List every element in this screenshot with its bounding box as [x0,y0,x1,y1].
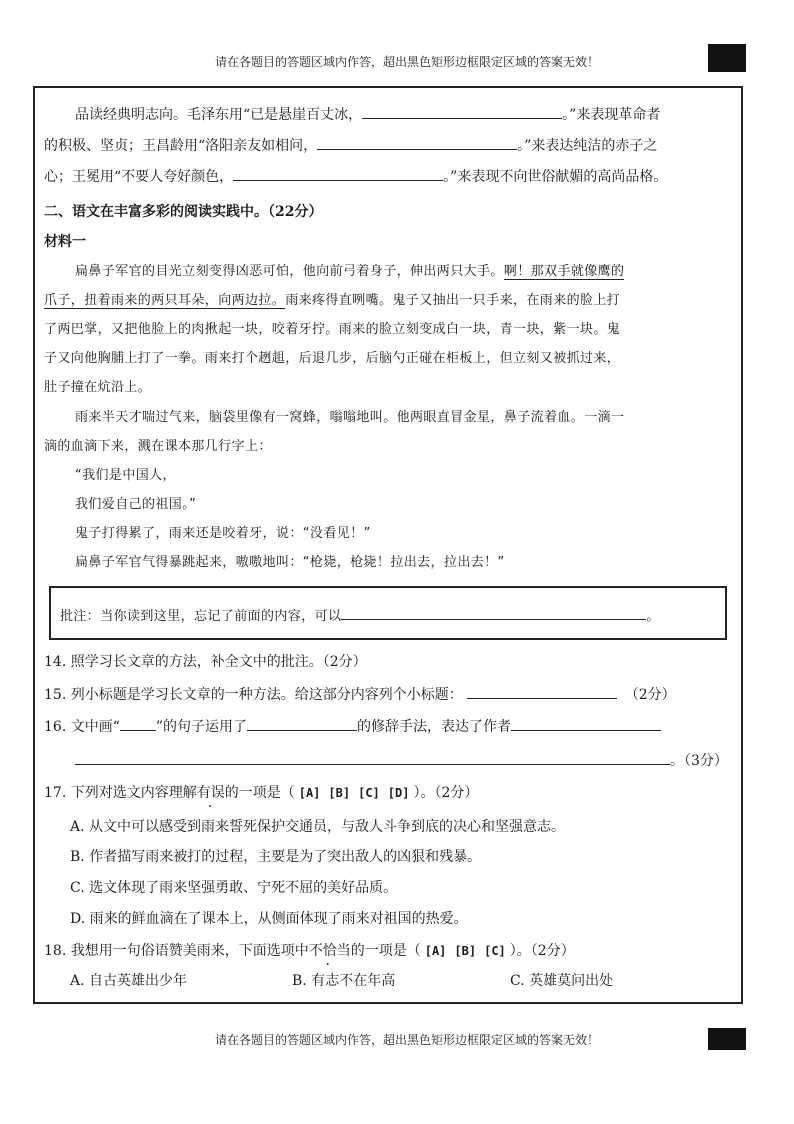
choice-B[interactable]: [B] [454,944,477,958]
choice-C[interactable]: [C] [484,944,506,958]
choice-A[interactable]: [A] [424,944,447,958]
corner-marker-top [708,44,746,72]
choice-C[interactable]: [C] [358,786,380,800]
intro-line-2: 的积极、坚贞；王昌龄用“洛阳亲友如相问， 。”来表达纯洁的赤子之 [44,135,657,156]
q18-option-b: B. 有志不在年高 [292,973,396,989]
underline-sample [120,716,156,731]
answer-blank[interactable] [467,684,617,699]
passage-line: 肚子撞在炕沿上。 [44,380,152,395]
passage-line: 雨来半天才喘过气来，脑袋里像有一窝蜂，嗡嗡地叫。他两眼直冒金星，鼻子流着血。一滴一 [75,410,625,425]
passage-line: 了两巴掌，又把他脸上的肉揪起一块，咬着牙拧。雨来的脸立刻变成白一块，青一块，紫一块。鬼 [44,322,621,337]
answer-blank[interactable] [233,166,443,181]
choice-A[interactable]: [A] [298,786,321,800]
passage-line: 扁鼻子军官气得暴跳起来，嗷嗷地叫：“枪毙，枪毙！拉出去，拉出去！” [75,555,505,570]
q17-option-d: D. 雨来的鲜血滴在了课本上，从侧面体现了雨来对祖国的热爱。 [70,911,468,927]
q18-option-a: A. 自古英雄出少年 [70,973,188,989]
choice-D[interactable]: [D] [387,786,410,800]
question-15: 15. 列小标题是学习长文章的一种方法。给这部分内容列个小标题： （2分） [44,684,676,705]
q17-option-c: C. 选文体现了雨来坚强勇敢、宁死不屈的美好品质。 [70,880,398,896]
q17-option-a: A. 从文中可以感受到雨来誓死保护交通员，与敌人斗争到底的决心和坚强意志。 [70,819,566,835]
passage-quote: “我们是中国人， [75,468,176,483]
question-16-cont: 。（3分） [75,750,728,771]
annotation-text: 批注：当你读到这里，忘记了前面的内容，可以 。 [60,605,660,627]
passage-line: 扁鼻子军官的目光立刻变得凶恶可怕，他向前弓着身子，伸出两只大手。啊！那双手就像鹰的 [75,264,625,279]
question-18: 18. 我想用一句俗语赞美雨来，下面选项中不恰当的一项是（ [A] [B] [C] ）。（2分） [44,943,575,959]
passage-line: 子又向他胸脯上打了一拳。雨来打个趔趄，后退几步，后脑勺正碰在柜板上，但立刻又被抓过来， [44,351,621,366]
top-notice: 请在各题目的答题区域内作答，超出黑色矩形边框限定区域的答案无效！ [215,55,600,69]
q18-option-c: C. 英雄莫问出处 [510,973,614,989]
passage-quote: 我们爱自己的祖国。” [75,497,197,512]
answer-blank[interactable] [75,750,670,765]
question-17: 17. 下列对选文内容理解有误的一项是（ [A] [B] [C] [D] ）。（2分） [44,785,479,801]
question-16: 16. 文中画“ ”的句子运用了 的修辞手法，表达了作者 [44,716,661,737]
question-14: 14. 照学习长文章的方法，补全文中的批注。（2分） [44,654,367,670]
passage-line: 爪子，扭着雨来的两只耳朵，向两边拉。雨来疼得直咧嘴。鬼子又抽出一只手来，在雨来的脸上打 [44,293,621,308]
corner-marker-bottom [708,1028,746,1050]
intro-line-1: 品读经典明志向。毛泽东用“已是悬崖百丈冰， 。”来表现革命者 [75,104,660,125]
passage-line: 滴的血滴下来，溅在课本那几行字上： [44,439,272,454]
answer-blank[interactable] [317,135,517,150]
choice-B[interactable]: [B] [328,786,351,800]
annotation-blank[interactable] [341,605,646,620]
passage-line: 鬼子打得累了，雨来还是咬着牙，说：“没看见！” [75,526,371,541]
q17-option-b: B. 作者描写雨来被打的过程，主要是为了突出敌人的凶狠和残暴。 [70,849,482,865]
bottom-notice: 请在各题目的答题区域内作答，超出黑色矩形边框限定区域的答案无效！ [215,1033,600,1047]
intro-line-3: 心；王冕用“不要人夸好颜色， 。”来表现不向世俗献媚的高尚品格。 [44,166,667,187]
material-label: 材料一 [44,234,86,250]
answer-blank[interactable] [511,716,661,731]
answer-blank[interactable] [362,104,562,119]
section-title: 二、语文在丰富多彩的阅读实践中。（22分） [44,204,323,220]
answer-blank[interactable] [247,716,357,731]
